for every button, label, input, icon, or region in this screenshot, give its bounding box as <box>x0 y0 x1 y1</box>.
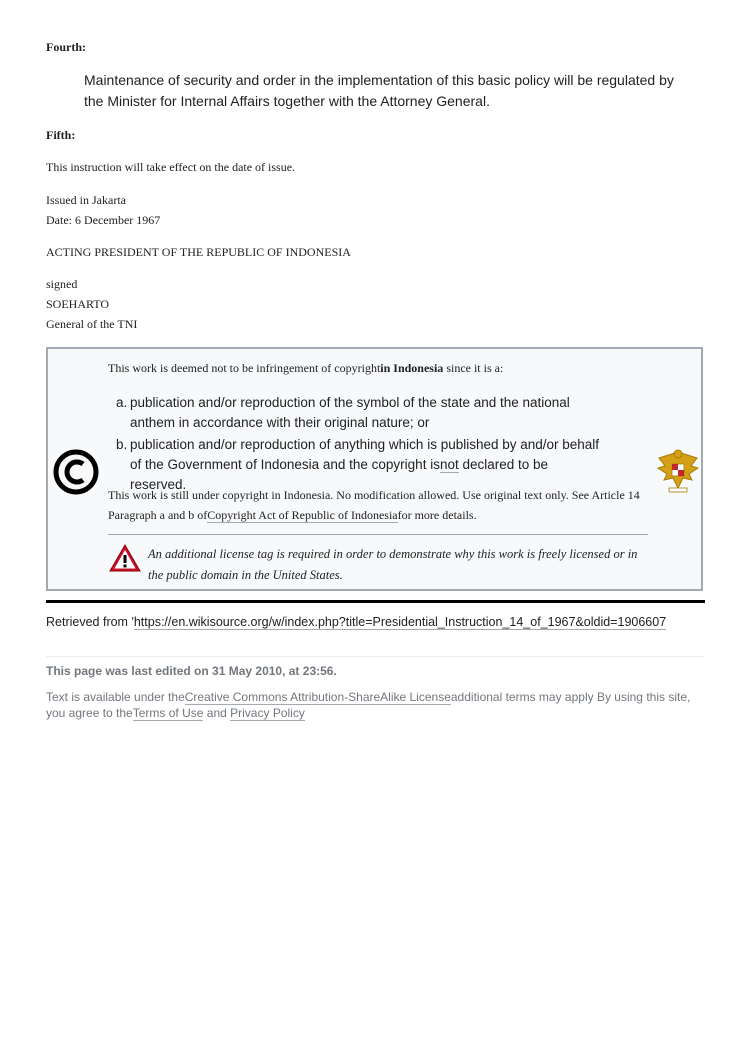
list-item-a-text: publication and/or reproduction of the symbol of the state and the national anthem in accordance with their original nature; or <box>130 395 570 430</box>
content-bottom-rule <box>46 600 705 603</box>
signed-text: signed <box>46 277 78 291</box>
list-marker-b: b. <box>116 437 128 452</box>
retrieved-prefix: Retrieved from ' <box>46 615 134 629</box>
list-marker-a: a. <box>116 395 128 410</box>
fifth-heading: Fifth: <box>46 128 76 142</box>
office-title: ACTING PRESIDENT OF THE REPUBLIC OF INDONESIA <box>46 245 351 259</box>
fourth-heading: Fourth: <box>46 40 86 54</box>
copyright-note-suffix: for more details. <box>397 508 477 522</box>
last-edited: This page was last edited on 31 May 2010, at 23:56. <box>46 664 337 678</box>
garuda-emblem-icon <box>655 444 701 499</box>
fourth-paragraph: Maintenance of security and order in the implementation of this basic policy will be regulated by the Minister for Internal Affairs together with the Attorney General. <box>84 72 674 109</box>
license-intro-suffix: since it is a: <box>446 361 504 375</box>
license-intro <box>108 361 648 376</box>
additional-terms-text: additional terms may apply <box>450 690 594 704</box>
fifth-paragraph: This instruction will take effect on the date of issue. <box>46 160 296 174</box>
footer-license-text <box>46 689 701 721</box>
and-text: and <box>206 706 227 720</box>
copyright-icon <box>51 447 101 502</box>
license-intro-prefix: This work is deemed not to be infringement of copyright <box>108 361 381 375</box>
notice-divider <box>108 534 648 535</box>
signatory-name: SOEHARTO <box>46 297 110 311</box>
list-item <box>116 393 606 433</box>
cc-license-link[interactable]: Creative Commons Attribution-ShareAlike License <box>184 690 451 704</box>
list-item-b-suffix: declared to be reserved. <box>130 457 549 492</box>
footer-text-prefix: Text is available under the <box>46 690 185 704</box>
copyright-act-link[interactable]: Copyright Act of Republic of Indonesia <box>207 508 398 522</box>
copyright-note <box>108 485 653 525</box>
footer-divider <box>46 656 705 657</box>
warning-triangle-icon <box>108 543 142 578</box>
license-intro-bold: in Indonesia <box>380 361 444 375</box>
issued-place: Issued in Jakarta <box>46 193 126 207</box>
signatory-rank: General of the TNI <box>46 317 138 331</box>
retrieved-url-link[interactable]: https://en.wikisource.org/w/index.php?title=Presidential_Instruction_14_of_1967&oldid=1906607 <box>133 615 667 629</box>
privacy-policy-link[interactable]: Privacy Policy <box>230 706 305 720</box>
copyright-note-prefix: This work is still under copyright in Indonesia. No modification allowed. Use original text only. See Article 14 Paragraph a and b of <box>108 488 640 522</box>
additional-license-tag: An additional license tag is required in order to demonstrate why this work is freely licensed or in the public domain in the United States. <box>148 547 638 582</box>
terms-of-use-link[interactable]: Terms of Use <box>132 706 204 720</box>
list-item-b-prefix: publication and/or reproduction of anything which is published by and/or behalf of the Government of Indonesia and the copyright is <box>130 437 600 472</box>
license-notice-box <box>46 347 703 591</box>
not-link[interactable]: not <box>439 457 459 472</box>
retrieved-from <box>46 615 666 629</box>
agree-text: By using this site, you agree to the <box>46 690 691 720</box>
license-criteria-list <box>116 393 606 495</box>
issued-date: Date: 6 December 1967 <box>46 213 161 227</box>
